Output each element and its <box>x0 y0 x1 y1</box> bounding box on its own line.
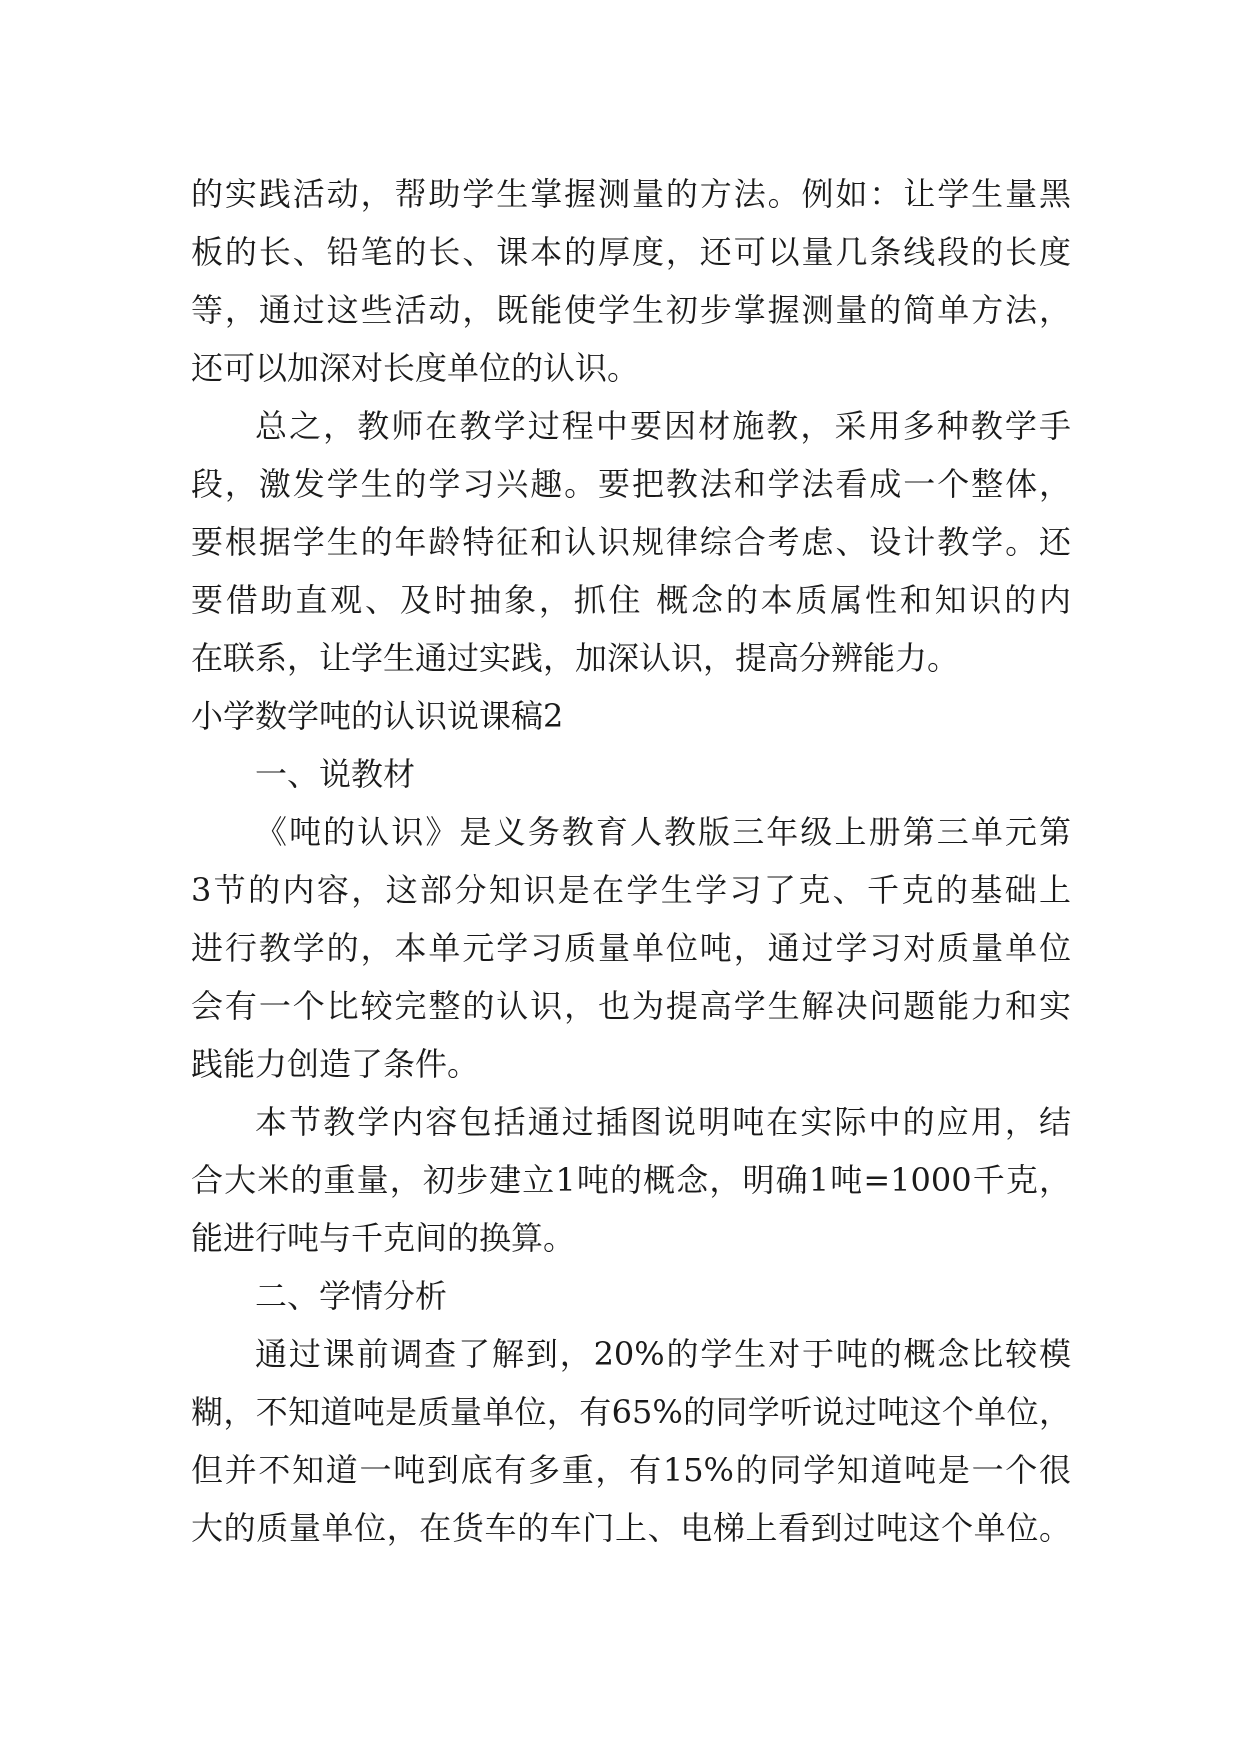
document-body <box>191 165 1071 1557</box>
text-line: 3节的内容，这部分知识是在学生学习了克、千克的基础上 <box>191 871 1071 909</box>
text-line: 糊，不知道吨是质量单位，有65%的同学听说过吨这个单位， <box>191 1393 1071 1431</box>
text-line: 但并不知道一吨到底有多重，有15%的同学知道吨是一个很 <box>191 1451 1071 1489</box>
text-line: 《吨的认识》是义务教育人教版三年级上册第三单元第 <box>255 813 1071 851</box>
section-heading: 二、学情分析 <box>255 1277 448 1315</box>
text-line: 通过课前调查了解到，20%的学生对于吨的概念比较模 <box>255 1335 1071 1373</box>
text-line: 合大米的重量，初步建立1吨的概念，明确1吨=1000千克， <box>191 1161 1071 1199</box>
section-title: 小学数学吨的认识说课稿2 <box>191 697 564 735</box>
text-line: 本节教学内容包括通过插图说明吨在实际中的应用，结 <box>255 1103 1071 1141</box>
text-line: 大的质量单位，在货车的车门上、电梯上看到过吨这个单位。 <box>191 1509 1071 1547</box>
text-line: 等，通过这些活动，既能使学生初步掌握测量的简单方法， <box>191 291 1071 329</box>
text-line: 要借助直观、及时抽象，抓住 概念的本质属性和知识的内 <box>191 581 1071 619</box>
text-line: 总之，教师在教学过程中要因材施教，采用多种教学手 <box>255 407 1071 445</box>
text-line: 能进行吨与千克间的换算。 <box>191 1219 576 1257</box>
text-line: 在联系，让学生通过实践，加深认识，提高分辨能力。 <box>191 639 960 677</box>
text-line: 进行教学的，本单元学习质量单位吨，通过学习对质量单位 <box>191 929 1071 967</box>
text-line: 还可以加深对长度单位的认识。 <box>191 349 640 387</box>
text-line: 段，激发学生的学习兴趣。要把教法和学法看成一个整体， <box>191 465 1071 503</box>
text-line: 践能力创造了条件。 <box>191 1045 480 1083</box>
text-line: 要根据学生的年龄特征和认识规律综合考虑、设计教学。还 <box>191 523 1071 561</box>
section-heading: 一、说教材 <box>255 755 416 793</box>
text-line: 板的长、铅笔的长、课本的厚度，还可以量几条线段的长度 <box>191 233 1071 271</box>
text-line: 会有一个比较完整的认识，也为提高学生解决问题能力和实 <box>191 987 1071 1025</box>
text-line: 的实践活动，帮助学生掌握测量的方法。例如：让学生量黑 <box>191 175 1071 213</box>
